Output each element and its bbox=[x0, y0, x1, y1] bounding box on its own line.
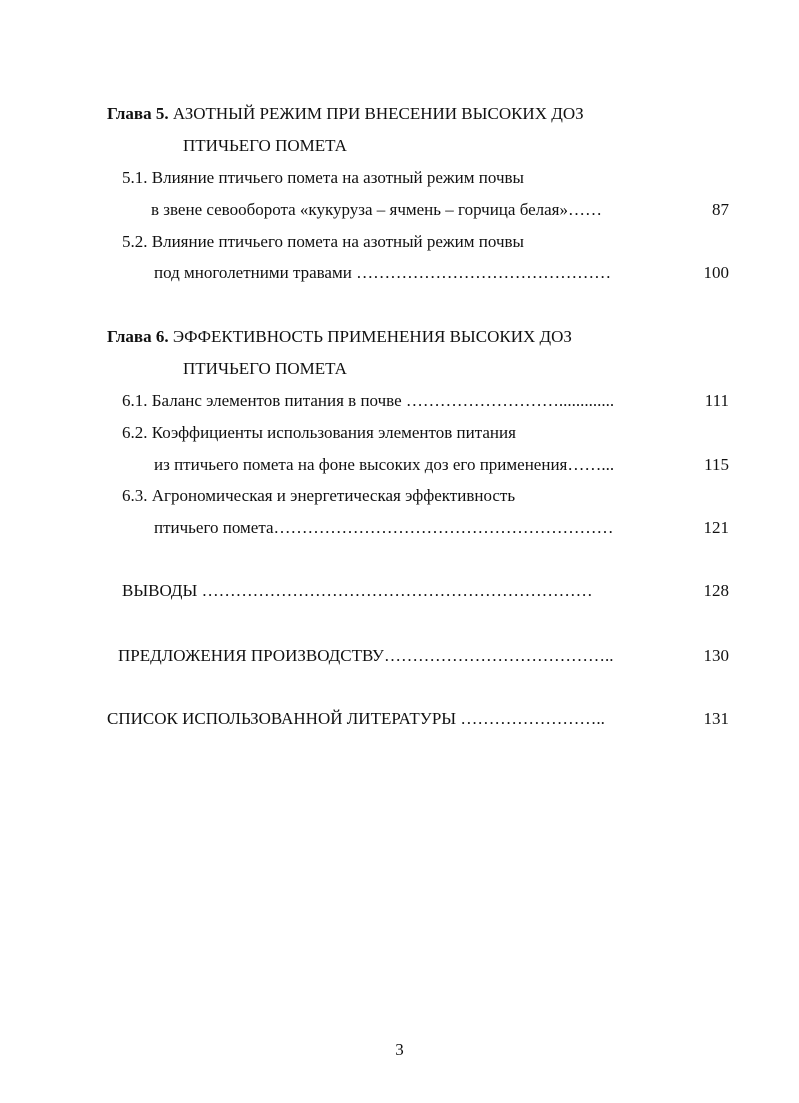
section-6-3-line1: 6.3. Агрономическая и энергетическая эффективность bbox=[122, 486, 516, 505]
chapter5-title-line2: ПТИЧЬЕГО ПОМЕТА bbox=[183, 136, 347, 155]
section-5-2-page: 100 bbox=[703, 263, 729, 282]
conclusions-page: 128 bbox=[703, 581, 729, 600]
section-6-2-page: 115 bbox=[704, 455, 729, 474]
chapter6-heading bbox=[107, 327, 572, 347]
section-5-1-line2: в звене севооборота «кукуруза – ячмень – горчица белая»…… bbox=[151, 200, 603, 219]
chapter6-title-line2: ПТИЧЬЕГО ПОМЕТА bbox=[183, 359, 347, 378]
section-5-2-line1: 5.2. Влияние птичьего помета на азотный режим почвы bbox=[122, 232, 524, 251]
proposals-page: 130 bbox=[703, 646, 729, 665]
page-number: 3 bbox=[395, 1040, 404, 1059]
section-6-3-line2: птичьего помета…………………………………………………… bbox=[154, 518, 614, 537]
section-6-1-line1: 6.1. Баланс элементов питания в почве ………………………............. bbox=[122, 391, 615, 410]
section-5-1-line1: 5.1. Влияние птичьего помета на азотный режим почвы bbox=[122, 168, 524, 187]
section-6-1-page: 111 bbox=[704, 391, 729, 410]
chapter5-label: Глава 5. bbox=[107, 104, 169, 123]
section-5-1-page: 87 bbox=[712, 200, 729, 219]
section-6-3-page: 121 bbox=[703, 518, 729, 537]
chapter6-title-line1: ЭФФЕКТИВНОСТЬ ПРИМЕНЕНИЯ ВЫСОКИХ ДОЗ bbox=[168, 327, 572, 346]
section-5-2-line2: под многолетними травами ……………………………………… bbox=[154, 263, 612, 282]
chapter5-title-line1: АЗОТНЫЙ РЕЖИМ ПРИ ВНЕСЕНИИ ВЫСОКИХ ДОЗ bbox=[168, 104, 584, 123]
chapter5-heading bbox=[107, 104, 584, 124]
chapter6-label: Глава 6. bbox=[107, 327, 169, 346]
conclusions-entry: ВЫВОДЫ …………………………………………………………… bbox=[122, 581, 593, 600]
references-page: 131 bbox=[703, 709, 729, 728]
section-6-2-line2: из птичьего помета на фоне высоких доз его применения……... bbox=[154, 455, 615, 474]
section-6-2-line1: 6.2. Коэффициенты использования элементов питания bbox=[122, 423, 516, 442]
references-entry: СПИСОК ИСПОЛЬЗОВАННОЙ ЛИТЕРАТУРЫ …………………….. bbox=[107, 709, 605, 728]
proposals-entry: ПРЕДЛОЖЕНИЯ ПРОИЗВОДСТВУ………………………………….. bbox=[118, 646, 614, 665]
